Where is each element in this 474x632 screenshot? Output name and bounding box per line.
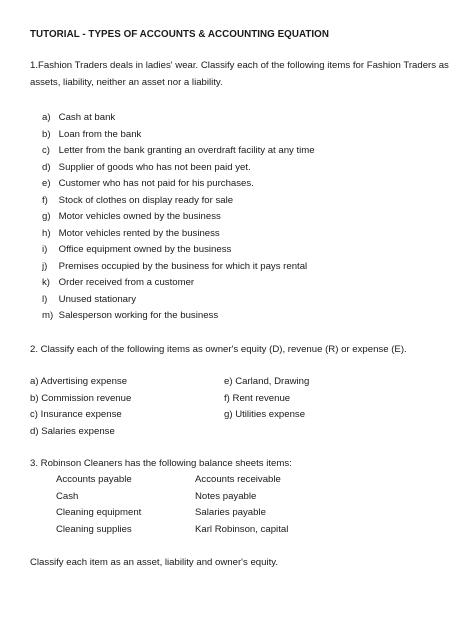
list-item (42, 259, 315, 276)
item-text: Office equipment owned by the business (58, 244, 232, 255)
item-label: f) (42, 194, 48, 206)
list-item (42, 160, 315, 177)
question-2-row (30, 424, 115, 441)
item-text: Motor vehicles owned by the business (58, 211, 221, 222)
item-label: k) (42, 277, 50, 288)
item-label: l) (42, 293, 48, 305)
list-item (42, 226, 315, 243)
list-item (42, 176, 315, 193)
item-label: h) (42, 227, 51, 239)
question-1-line-1: 1.Fashion Traders deals in ladies' wear. Classify each of the following items for Fashion Traders as (30, 60, 449, 71)
item-text: Supplier of goods who has not been paid yet. (58, 161, 251, 173)
item-text: Customer who has not paid for his purchases. (58, 178, 254, 189)
question-2-item: g) Utilities expense (224, 409, 306, 420)
list-item (42, 110, 315, 127)
question-2-item: b) Commission revenue (30, 392, 132, 404)
item-label: i) (42, 244, 48, 255)
item-label: a) (42, 112, 51, 123)
balance-sheet-item: Cleaning equipment (56, 507, 142, 518)
question-2-text: 2. Classify each of the following items as owner's equity (D), revenue (R) or expense (E). (30, 344, 407, 355)
question-3-row (56, 522, 289, 539)
question-3-row (56, 505, 266, 522)
question-2-item: d) Salaries expense (30, 425, 115, 437)
item-text: Premises occupied by the business for which it pays rental (58, 260, 308, 272)
list-item (42, 292, 315, 309)
item-label: c) (42, 145, 50, 156)
item-text: Letter from the bank granting an overdraft facility at any time (58, 145, 315, 156)
item-text: Unused stationary (58, 293, 136, 305)
item-text: Order received from a customer (58, 277, 195, 288)
question-2-item: c) Insurance expense (30, 409, 122, 420)
balance-sheet-item: Notes payable (195, 490, 257, 502)
balance-sheet-item: Cleaning supplies (56, 523, 132, 535)
item-label: j) (42, 260, 48, 272)
question-1-line-2: assets, liability, neither an asset nor a liability. (30, 76, 223, 88)
question-3-text: 3. Robinson Cleaners has the following balance sheets items: (30, 458, 292, 469)
question-2-item: a) Advertising expense (30, 376, 128, 387)
list-item (42, 209, 315, 226)
question-3-instruction: Classify each item as an asset, liability and owner's equity. (30, 557, 279, 568)
item-text: Stock of clothes on display ready for sale (58, 194, 234, 206)
item-text: Loan from the bank (58, 128, 142, 140)
item-text: Cash at bank (58, 112, 116, 123)
question-2-item: f) Rent revenue (224, 392, 291, 404)
list-item (42, 143, 315, 160)
item-text: Salesperson working for the business (58, 310, 219, 321)
question-2-row (30, 407, 306, 424)
question-1-text (30, 58, 450, 91)
question-2-row (30, 391, 291, 408)
question-1-item-list (42, 110, 315, 325)
list-item (42, 308, 315, 325)
balance-sheet-item: Salaries payable (195, 507, 266, 518)
question-2-item: e) Carland, Drawing (224, 376, 310, 387)
item-label: g) (42, 211, 51, 222)
question-2-row (30, 374, 310, 391)
balance-sheet-item: Accounts payable (56, 474, 132, 485)
item-label: b) (42, 128, 51, 140)
balance-sheet-item: Accounts receivable (195, 474, 281, 485)
question-3-row (56, 489, 257, 506)
document-title: TUTORIAL - TYPES OF ACCOUNTS & ACCOUNTING EQUATION (30, 29, 329, 40)
item-text: Motor vehicles rented by the business (58, 227, 220, 239)
list-item (42, 127, 315, 144)
list-item (42, 242, 315, 259)
list-item (42, 275, 315, 292)
item-label: e) (42, 178, 51, 189)
item-label: d) (42, 161, 51, 173)
question-3-row (56, 472, 281, 489)
list-item (42, 193, 315, 210)
balance-sheet-item: Cash (56, 490, 79, 502)
balance-sheet-item: Karl Robinson, capital (195, 523, 289, 535)
item-label: m) (42, 310, 54, 321)
